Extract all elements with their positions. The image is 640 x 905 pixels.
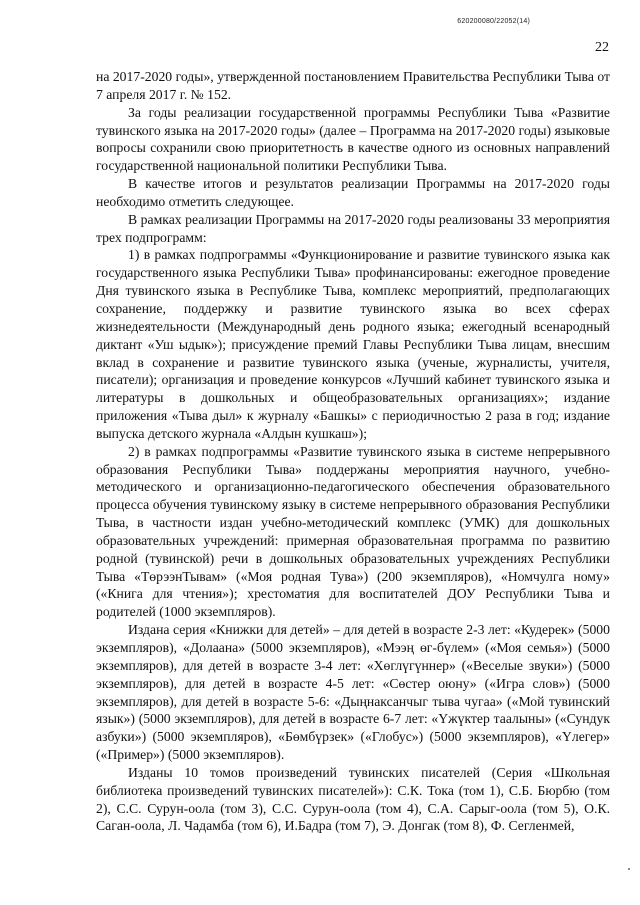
scan-speck <box>628 868 630 870</box>
paragraph-continuation: на 2017-2020 годы», утвержденной постановлением Правительства Республики Тыва от 7 апреля 2017 г. № 152. <box>96 69 610 102</box>
page-number: 22 <box>595 40 609 55</box>
document-id: 620200080/22052(14) <box>457 18 530 25</box>
document-body <box>96 68 610 835</box>
paragraph-events-count: В рамках реализации Программы на 2017-2020 годы реализованы 33 мероприятия трех подпрограмм: <box>96 211 610 245</box>
paragraph-subprogram-2: 2) в рамках подпрограммы «Развитие тувинского языка в системе непрерывного образования Республики Тыва» поддержаны мероприятия научного, учебно-методического и организационно-педагогического обеспечения образовательного процесса обучения тувинскому языку в системе непрерывного образования Республики Тыва, в частности издан учебно-методический комплекс (УМК) для дошкольных образовательных учреждений: примерная образовательная программа по развитию родной (тувинской) речи в дошкольных образовательных учреждениях Республики Тыва «ТөрээнТывам» («Моя родная Тува») (200 экземпляров), «Номчулга ному» («Книга для чтения»); хрестоматия для воспитателей ДОУ Республики Тыва и родителей (1000 экземпляров). <box>96 443 610 620</box>
paragraph-program-overview: За годы реализации государственной программы Республики Тыва «Развитие тувинского языка на 2017-2020 годы» (далее – Программа на 2017-2020 годы) языковые вопросы сохранили свою приоритетность в качестве одного из основных направлений государственной национальной политики Республики Тыва. <box>96 104 610 174</box>
paragraph-children-books: Издана серия «Книжки для детей» – для детей в возрасте 2-3 лет: «Кудерек» (5000 экземпляров), «Долаана» (5000 экземпляров), «Мээң өг-бүлем» («Моя семья») (5000 экземпляров), для детей в возрасте 3-4 лет: «Хөглүгүннер» («Веселые звуки») (5000 экземпляров), для детей в возрасте 4-5 лет: «Сөстер оюну» («Игра слов») (5000 экземпляров), для детей в возрасте 5-6: «Дыңнаксанчыг тыва чугаа» («Мой тувинский язык») (5000 экземпляров), для детей в возрасте 6-7 лет: «Үжүктер таалыны» («Сундук азбуки») (5000 экземпляров), «Бөмбүрзек» («Глобус») (5000 экземпляров), «Үлегер» («Пример») (5000 экземпляров). <box>96 622 610 763</box>
paragraph-subprogram-1: 1) в рамках подпрограммы «Функционирование и развитие тувинского языка как государственного языка Республики Тыва» профинансированы: ежегодное проведение Дня тувинского языка в Республике Тыва, комплекс мероприятий, предполагающих сохранение, поддержку и развитие тувинского языка во всех сферах жизнедеятельности (Международный день родного языка; ежегодный всенародный диктант «Уш ыдык»); присуждение премий Главы Республики Тыва лицам, внесшим вклад в сохранение и развитие тувинского языка (ученые, журналисты, учителя, писатели); организация и проведение конкурсов «Лучший кабинет тувинского языка и литературы в дошкольных и общеобразовательных организациях»; издание приложения «Тыва дыл» к журналу «Башкы» с периодичностью 2 раза в год; издание выпуска детского журнала «Алдын кушкаш»); <box>96 247 610 441</box>
paragraph-results-intro: В качестве итогов и результатов реализации Программы на 2017-2020 годы необходимо отметить следующее. <box>96 176 610 209</box>
paragraph-writers-volumes: Изданы 10 томов произведений тувинских писателей (Серия «Школьная библиотека произведений тувинских писателей»): С.К. Тока (том 1), С.Б. Бюрбю (том 2), С.С. Сурун-оола (том 3), С.С. Сурун-оола (том 4), С.А. Сарыг-оола (том 5), О.К. Саган-оола, Л. Чадамба (том 6), И.Бадра (том 7), Э. Донгак (том 8), Ф. Сегленмей, <box>96 764 610 834</box>
